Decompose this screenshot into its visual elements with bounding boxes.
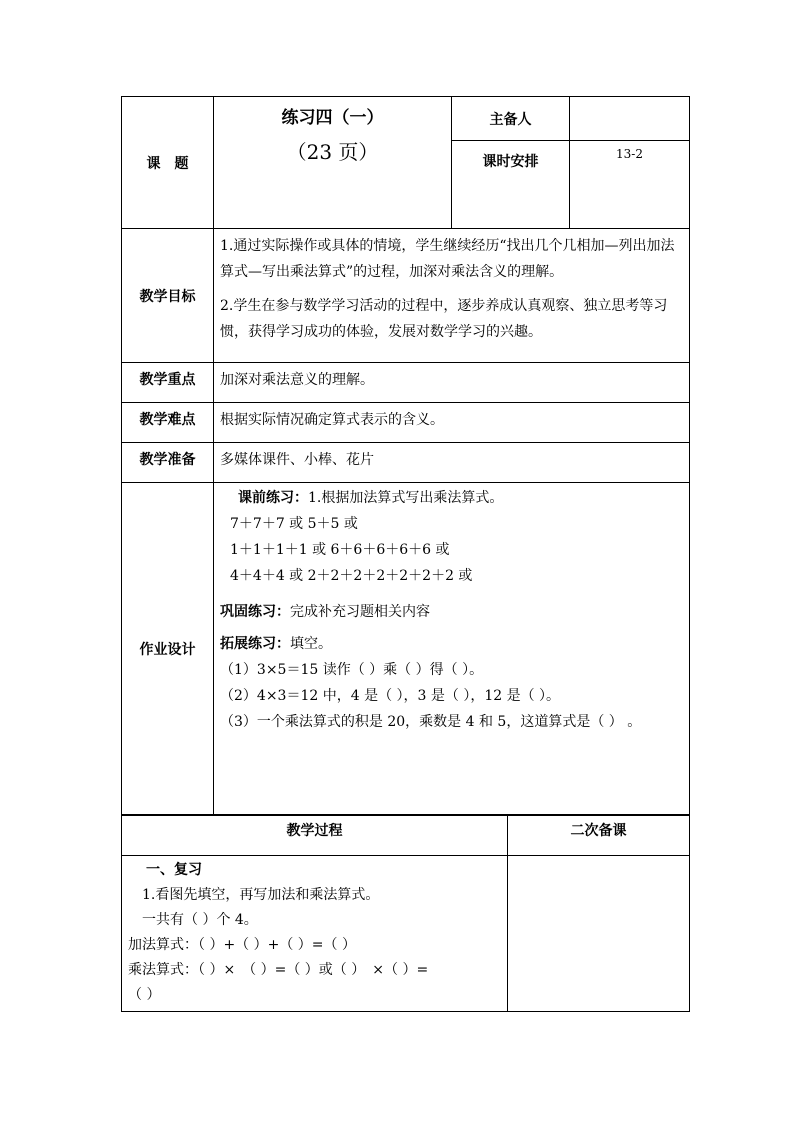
consolidate-title: 巩固练习：	[220, 604, 290, 620]
process-section-title: 一、复习	[146, 862, 202, 878]
lesson-title	[214, 97, 452, 229]
pre-practice-text: 1.根据加法算式写出乘法算式。	[308, 490, 504, 506]
second-prep-content	[508, 856, 690, 1012]
expr-line-2: 1＋1＋1＋1 或 6＋6＋6＋6＋6 或	[230, 542, 450, 558]
homework-content	[214, 483, 690, 815]
process-line-5: （ ）	[128, 987, 161, 1003]
goal-item-1: 1.通过实际操作或具体的情境，学生继续经历“找出几个几相加—列出加法算式—写出乘法算式”的过程，加深对乘法含义的理解。	[220, 238, 675, 280]
preparer-label: 主备人	[452, 97, 570, 141]
difficulty-text: 根据实际情况确定算式表示的含义。	[214, 403, 690, 443]
extend-text: 填空。	[290, 636, 332, 652]
key-point-label: 教学重点	[122, 363, 214, 403]
goals-label: 教学目标	[122, 229, 214, 363]
process-line-2: 一共有（ ）个 4。	[128, 912, 258, 928]
lesson-title-line1: 练习四（一）	[281, 108, 384, 128]
schedule-label: 课时安排	[452, 141, 570, 229]
lesson-plan-table	[121, 96, 690, 815]
process-header: 教学过程	[122, 816, 508, 856]
process-line-3: 加法算式：（ ）+（ ）+（ ）=（ ）	[128, 937, 356, 953]
prep-label: 教学准备	[122, 443, 214, 483]
pre-practice-title: 课前练习：	[238, 490, 308, 506]
second-prep-header: 二次备课	[508, 816, 690, 856]
difficulty-label: 教学难点	[122, 403, 214, 443]
schedule-value: 13-2	[570, 141, 690, 229]
fill-item-1: （1）3×5＝15 读作（ ）乘（ ）得（ ）。	[220, 662, 484, 678]
prep-text: 多媒体课件、小棒、花片	[214, 443, 690, 483]
homework-label: 作业设计	[122, 483, 214, 815]
process-line-1: 1.看图先填空，再写加法和乘法算式。	[128, 887, 380, 903]
fill-item-3: （3）一个乘法算式的积是 20，乘数是 4 和 5，这道算式是（ ） 。	[220, 714, 642, 730]
topic-label: 课 题	[122, 97, 214, 229]
fill-item-2: （2）4×3＝12 中，4 是（ ），3 是（ ），12 是（ ）。	[220, 688, 561, 704]
goals-content	[214, 229, 690, 363]
process-table	[121, 815, 690, 1012]
key-point-text: 加深对乘法意义的理解。	[214, 363, 690, 403]
extend-title: 拓展练习：	[220, 636, 290, 652]
expr-line-3: 4＋4＋4 或 2＋2＋2＋2＋2＋2＋2 或	[230, 568, 473, 584]
consolidate-text: 完成补充习题相关内容	[290, 604, 430, 620]
process-content	[122, 856, 508, 1012]
lesson-title-line2: （23 页）	[286, 140, 379, 164]
expr-line-1: 7＋7＋7 或 5＋5 或	[230, 516, 358, 532]
goal-item-2: 2.学生在参与数学学习活动的过程中，逐步养成认真观察、独立思考等习惯，获得学习成功的体验，发展对数学学习的兴趣。	[220, 298, 668, 340]
process-line-4: 乘法算式：（ ）× （ ）=（ ）或（ ） ×（ ）=	[128, 962, 429, 978]
preparer-value	[570, 97, 690, 141]
